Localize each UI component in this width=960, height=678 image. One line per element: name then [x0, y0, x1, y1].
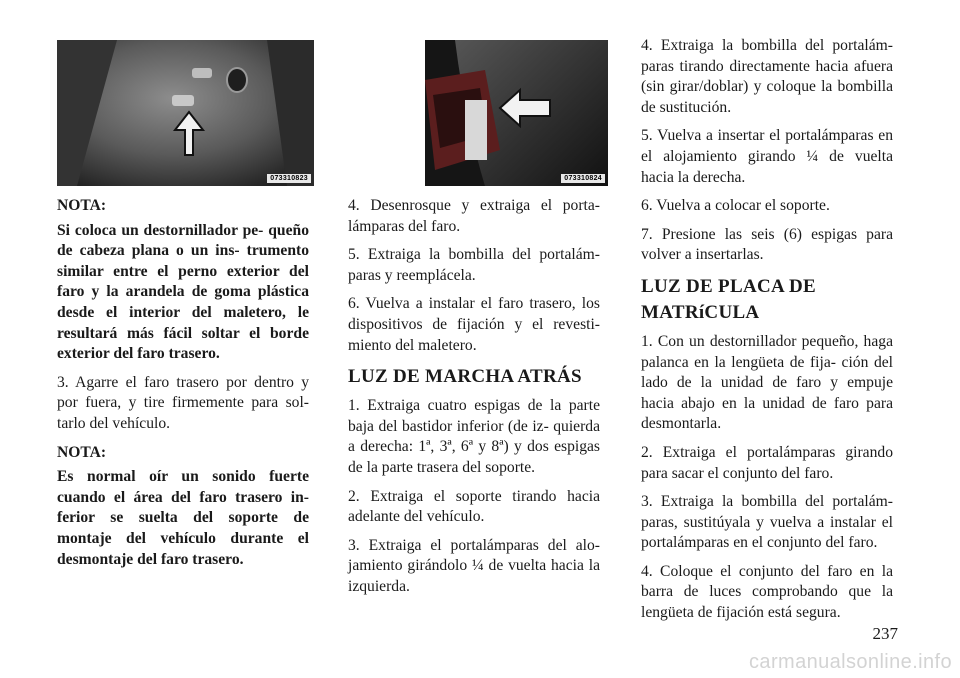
- section-heading-line1: LUZ DE PLACA DE: [641, 275, 816, 297]
- column-left: [57, 196, 309, 578]
- plate-step-4: 4. Coloque el conjunto del faro en la barra de luces comprobando que la lengüeta de fijación está segura.: [641, 562, 893, 622]
- column-right: [641, 36, 893, 632]
- reverse-step-6: 6. Vuelva a colocar el soporte.: [641, 197, 830, 215]
- reverse-step-1: 1. Extraiga cuatro espigas de la parte baja del bastidor inferior (de iz- quierda a derecha: 1ª, 3ª, 6ª y 8ª) y dos espigas de la parte trasera del soporte.: [348, 397, 600, 476]
- reverse-step-2: 2. Extraiga el soporte tirando hacia adelante del vehículo.: [348, 487, 600, 526]
- watermark: carmanualsonline.info: [749, 651, 952, 673]
- step-5: 5. Extraiga la bombilla del portalám- paras y reemplácela.: [348, 246, 600, 284]
- note-label: NOTA:: [57, 443, 107, 461]
- note-label: NOTA:: [57, 197, 107, 214]
- page-number: 237: [872, 624, 898, 643]
- note-body: Es normal oír un sonido fuerte cuando el área del faro trasero in- ferior se suelta del soporte de montaje del vehículo durante el desmontaje del faro trasero.: [57, 468, 309, 568]
- figure-code-right: 073310824: [561, 174, 605, 183]
- step-6: 6. Vuelva a instalar el faro trasero, los dispositivos de fijación y el revesti- miento del maletero.: [348, 295, 600, 354]
- step-3: 3. Agarre el faro trasero por dentro y por fuera, y tire firmemente para sol- tarlo del vehículo.: [57, 373, 309, 432]
- step-4: 4. Desenrosque y extraiga el porta- lámparas del faro.: [348, 197, 600, 235]
- plate-step-1: 1. Con un destornillador pequeño, haga palanca en la lengüeta de fija- ción del lado de la unidad de faro y empuje hacia abajo en la unidad de faro para desmontarla.: [641, 332, 893, 433]
- plate-step-3: 3. Extraiga la bombilla del portalám- paras, sustitúyala y vuelva a instalar el portalámparas en el conjunto del faro.: [641, 493, 893, 552]
- plate-step-2: 2. Extraiga el portalámparas girando para sacar el conjunto del faro.: [641, 443, 893, 482]
- section-heading-line2: MATRíCULA: [641, 301, 760, 323]
- reverse-step-7: 7. Presione las seis (6) espigas para volver a insertarlas.: [641, 225, 893, 264]
- column-middle: [348, 196, 600, 606]
- tail-lamp-figure: [425, 40, 608, 186]
- figure-code-left: 073310823: [267, 174, 311, 183]
- trunk-interior-figure: [57, 40, 314, 186]
- section-heading: LUZ DE MARCHA ATRÁS: [348, 366, 582, 388]
- reverse-step-5: 5. Vuelva a insertar el portalámparas en el alojamiento girando ¼ de vuelta hacia la derecha.: [641, 127, 893, 186]
- reverse-step-4: 4. Extraiga la bombilla del portalám- paras tirando directamente hacia afuera (sin girar/doblar) y coloque la bombilla de sustitución.: [641, 37, 893, 116]
- reverse-step-3: 3. Extraiga el portalámparas del alo- jamiento girándolo ¼ de vuelta hacia la izquierda.: [348, 536, 600, 595]
- note-body: Si coloca un destornillador pe- queño de cabeza plana o un ins- trumento similar entre el perno exterior del faro y la arandela de goma plástica desde el interior del maletero, le resultará más fácil soltar el borde exterior del faro trasero.: [57, 221, 309, 363]
